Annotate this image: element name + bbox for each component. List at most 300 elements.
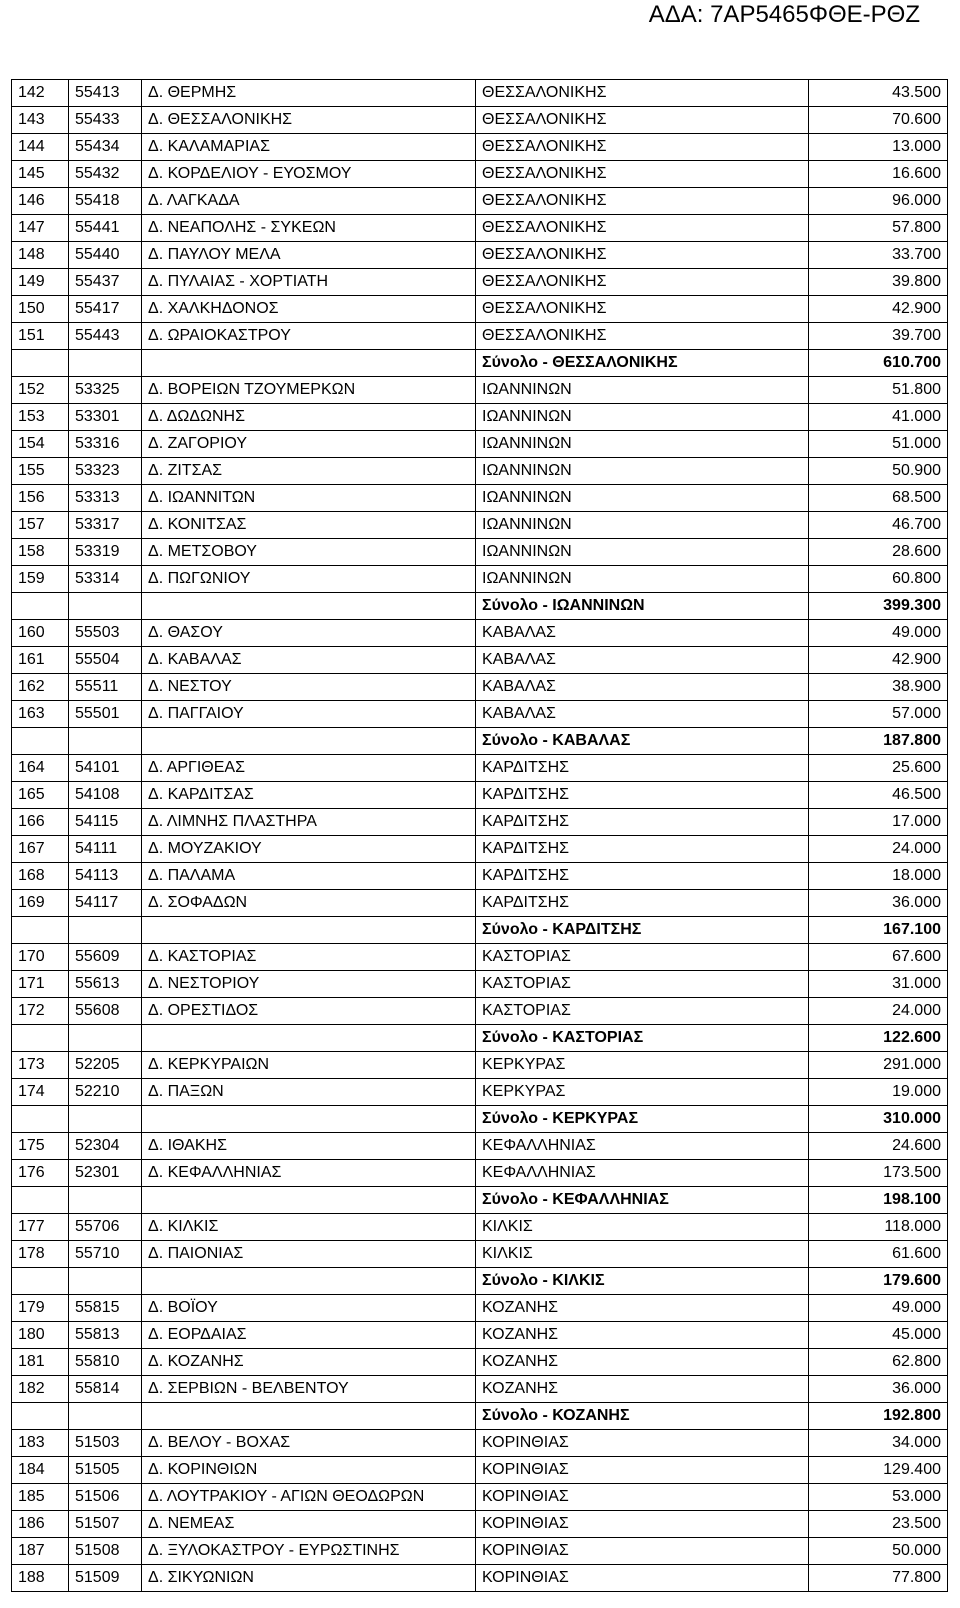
prefecture-cell: ΚΟΖΑΝΗΣ [476,1349,809,1376]
amount-cell: 36.000 [809,890,948,917]
total-label-cell: Σύνολο - ΚΑΡΔΙΤΣΗΣ [476,917,809,944]
table-row [12,458,948,485]
total-amount-cell: 198.100 [809,1187,948,1214]
table-row [12,890,948,917]
table-row [12,107,948,134]
row-number-cell: 156 [12,485,69,512]
prefecture-cell: ΘΕΣΣΑΛΟΝΙΚΗΣ [476,296,809,323]
table-row [12,647,948,674]
prefecture-cell: ΚΟΡΙΝΘΙΑΣ [476,1484,809,1511]
row-number-cell [12,1025,69,1052]
code-cell: 55810 [69,1349,142,1376]
total-row [12,728,948,755]
code-cell: 53316 [69,431,142,458]
amount-cell: 25.600 [809,755,948,782]
prefecture-cell: ΚΟΡΙΝΘΙΑΣ [476,1457,809,1484]
code-cell: 55813 [69,1322,142,1349]
code-cell [69,1187,142,1214]
code-cell: 55613 [69,971,142,998]
table-row [12,80,948,107]
code-cell: 52210 [69,1079,142,1106]
table-row [12,1565,948,1592]
municipality-cell: Δ. ΒΟΪΟΥ [142,1295,476,1322]
row-number-cell: 173 [12,1052,69,1079]
row-number-cell: 162 [12,674,69,701]
row-number-cell: 145 [12,161,69,188]
amount-cell: 46.700 [809,512,948,539]
row-number-cell [12,1403,69,1430]
row-number-cell: 152 [12,377,69,404]
municipality-cell: Δ. ΚΕΦΑΛΛΗΝΙΑΣ [142,1160,476,1187]
amount-cell: 46.500 [809,782,948,809]
prefecture-cell: ΚΟΡΙΝΘΙΑΣ [476,1565,809,1592]
prefecture-cell: ΚΑΡΔΙΤΣΗΣ [476,863,809,890]
code-cell: 55432 [69,161,142,188]
amount-cell: 16.600 [809,161,948,188]
row-number-cell: 151 [12,323,69,350]
municipality-cell [142,1106,476,1133]
municipality-cell: Δ. ΚΑΒΑΛΑΣ [142,647,476,674]
amount-cell: 24.000 [809,998,948,1025]
amount-cell: 62.800 [809,1349,948,1376]
row-number-cell: 160 [12,620,69,647]
ada-header: ΑΔΑ: 7ΑΡ5465ΦΘΕ-ΡΘΖ [648,1,920,28]
municipality-cell: Δ. ΠΑΞΩΝ [142,1079,476,1106]
row-number-cell: 148 [12,242,69,269]
prefecture-cell: ΘΕΣΣΑΛΟΝΙΚΗΣ [476,161,809,188]
municipality-cell: Δ. ΜΕΤΣΟΒΟΥ [142,539,476,566]
prefecture-cell: ΚΕΦΑΛΛΗΝΙΑΣ [476,1133,809,1160]
code-cell: 54113 [69,863,142,890]
row-number-cell: 147 [12,215,69,242]
row-number-cell [12,1106,69,1133]
row-number-cell: 176 [12,1160,69,1187]
municipality-cell: Δ. ΚΑΡΔΙΤΣΑΣ [142,782,476,809]
prefecture-cell: ΚΑΣΤΟΡΙΑΣ [476,998,809,1025]
amount-cell: 17.000 [809,809,948,836]
municipality-cell: Δ. ΖΑΓΟΡΙΟΥ [142,431,476,458]
code-cell: 55443 [69,323,142,350]
prefecture-cell: ΘΕΣΣΑΛΟΝΙΚΗΣ [476,323,809,350]
row-number-cell: 183 [12,1430,69,1457]
code-cell: 55511 [69,674,142,701]
total-row [12,1403,948,1430]
code-cell [69,1268,142,1295]
total-row [12,593,948,620]
amount-cell: 38.900 [809,674,948,701]
row-number-cell: 142 [12,80,69,107]
total-amount-cell: 192.800 [809,1403,948,1430]
prefecture-cell: ΚΑΡΔΙΤΣΗΣ [476,836,809,863]
table-row [12,836,948,863]
row-number-cell: 177 [12,1214,69,1241]
table-row [12,620,948,647]
code-cell: 53325 [69,377,142,404]
municipality-cell [142,593,476,620]
row-number-cell: 153 [12,404,69,431]
total-row [12,350,948,377]
code-cell: 55503 [69,620,142,647]
code-cell: 55710 [69,1241,142,1268]
row-number-cell: 182 [12,1376,69,1403]
code-cell: 53319 [69,539,142,566]
code-cell: 53301 [69,404,142,431]
amount-cell: 24.600 [809,1133,948,1160]
table-row [12,1214,948,1241]
code-cell: 51506 [69,1484,142,1511]
table-row [12,485,948,512]
row-number-cell: 154 [12,431,69,458]
table-row [12,215,948,242]
code-cell [69,1106,142,1133]
row-number-cell [12,350,69,377]
amount-cell: 51.800 [809,377,948,404]
total-amount-cell: 310.000 [809,1106,948,1133]
table-row [12,161,948,188]
prefecture-cell: ΚΟΡΙΝΘΙΑΣ [476,1430,809,1457]
table-row [12,296,948,323]
municipality-cell: Δ. ΞΥΛΟΚΑΣΤΡΟΥ - ΕΥΡΩΣΤΙΝΗΣ [142,1538,476,1565]
table-row [12,1376,948,1403]
amount-cell: 50.000 [809,1538,948,1565]
municipality-cell: Δ. ΧΑΛΚΗΔΟΝΟΣ [142,296,476,323]
table-row [12,755,948,782]
total-label-cell: Σύνολο - ΚΟΖΑΝΗΣ [476,1403,809,1430]
total-amount-cell: 187.800 [809,728,948,755]
municipality-cell: Δ. ΛΙΜΝΗΣ ΠΛΑΣΤΗΡΑ [142,809,476,836]
total-label-cell: Σύνολο - ΚΕΦΑΛΛΗΝΙΑΣ [476,1187,809,1214]
code-cell [69,1025,142,1052]
table-row [12,674,948,701]
total-label-cell: Σύνολο - ΙΩΑΝΝΙΝΩΝ [476,593,809,620]
amount-cell: 61.600 [809,1241,948,1268]
table-row [12,1295,948,1322]
table-row [12,134,948,161]
table-row [12,701,948,728]
table-row [12,971,948,998]
code-cell: 54108 [69,782,142,809]
code-cell [69,1403,142,1430]
table-row [12,782,948,809]
amount-cell: 39.700 [809,323,948,350]
prefecture-cell: ΙΩΑΝΝΙΝΩΝ [476,512,809,539]
prefecture-cell: ΘΕΣΣΑΛΟΝΙΚΗΣ [476,80,809,107]
code-cell: 51503 [69,1430,142,1457]
municipality-cell: Δ. ΘΕΣΣΑΛΟΝΙΚΗΣ [142,107,476,134]
table-row [12,863,948,890]
municipality-cell: Δ. ΠΑΙΟΝΙΑΣ [142,1241,476,1268]
row-number-cell: 165 [12,782,69,809]
amount-cell: 28.600 [809,539,948,566]
municipality-cell: Δ. ΒΕΛΟΥ - ΒΟΧΑΣ [142,1430,476,1457]
table-row [12,431,948,458]
code-cell: 55417 [69,296,142,323]
code-cell [69,350,142,377]
prefecture-cell: ΚΕΦΑΛΛΗΝΙΑΣ [476,1160,809,1187]
prefecture-cell: ΚΑΡΔΙΤΣΗΣ [476,782,809,809]
row-number-cell: 186 [12,1511,69,1538]
row-number-cell: 164 [12,755,69,782]
allocation-table [11,79,948,1592]
amount-cell: 18.000 [809,863,948,890]
total-row [12,1025,948,1052]
prefecture-cell: ΙΩΑΝΝΙΝΩΝ [476,566,809,593]
prefecture-cell: ΘΕΣΣΑΛΟΝΙΚΗΣ [476,242,809,269]
code-cell: 54101 [69,755,142,782]
table-row [12,1538,948,1565]
municipality-cell: Δ. ΚΕΡΚΥΡΑΙΩΝ [142,1052,476,1079]
amount-cell: 77.800 [809,1565,948,1592]
row-number-cell: 155 [12,458,69,485]
row-number-cell [12,1187,69,1214]
municipality-cell [142,1268,476,1295]
municipality-cell: Δ. ΠΩΓΩΝΙΟΥ [142,566,476,593]
prefecture-cell: ΚΑΒΑΛΑΣ [476,620,809,647]
amount-cell: 118.000 [809,1214,948,1241]
code-cell: 52301 [69,1160,142,1187]
table-row [12,944,948,971]
amount-cell: 42.900 [809,296,948,323]
table-row [12,404,948,431]
row-number-cell [12,917,69,944]
amount-cell: 291.000 [809,1052,948,1079]
code-cell: 55706 [69,1214,142,1241]
row-number-cell: 144 [12,134,69,161]
municipality-cell: Δ. ΑΡΓΙΘΕΑΣ [142,755,476,782]
amount-cell: 42.900 [809,647,948,674]
municipality-cell: Δ. ΝΕΑΠΟΛΗΣ - ΣΥΚΕΩΝ [142,215,476,242]
code-cell: 53323 [69,458,142,485]
table-row [12,1322,948,1349]
row-number-cell: 163 [12,701,69,728]
code-cell: 53317 [69,512,142,539]
municipality-cell: Δ. ΠΑΓΓΑΙΟΥ [142,701,476,728]
table-row [12,377,948,404]
row-number-cell: 146 [12,188,69,215]
row-number-cell: 179 [12,1295,69,1322]
table-row [12,1511,948,1538]
amount-cell: 33.700 [809,242,948,269]
code-cell: 54111 [69,836,142,863]
prefecture-cell: ΚΕΡΚΥΡΑΣ [476,1052,809,1079]
prefecture-cell: ΚΑΡΔΙΤΣΗΣ [476,809,809,836]
code-cell: 51509 [69,1565,142,1592]
prefecture-cell: ΚΕΡΚΥΡΑΣ [476,1079,809,1106]
code-cell: 55440 [69,242,142,269]
row-number-cell: 169 [12,890,69,917]
code-cell: 55815 [69,1295,142,1322]
row-number-cell: 159 [12,566,69,593]
row-number-cell: 166 [12,809,69,836]
table-row [12,269,948,296]
table-row [12,1052,948,1079]
prefecture-cell: ΚΑΒΑΛΑΣ [476,647,809,674]
prefecture-cell: ΙΩΑΝΝΙΝΩΝ [476,485,809,512]
row-number-cell: 180 [12,1322,69,1349]
municipality-cell: Δ. ΘΑΣΟΥ [142,620,476,647]
code-cell: 53314 [69,566,142,593]
prefecture-cell: ΚΑΣΤΟΡΙΑΣ [476,971,809,998]
code-cell: 54117 [69,890,142,917]
municipality-cell: Δ. ΟΡΕΣΤΙΔΟΣ [142,998,476,1025]
row-number-cell: 181 [12,1349,69,1376]
table-row [12,566,948,593]
prefecture-cell: ΘΕΣΣΑΛΟΝΙΚΗΣ [476,134,809,161]
prefecture-cell: ΙΩΑΝΝΙΝΩΝ [476,431,809,458]
municipality-cell: Δ. ΕΟΡΔΑΙΑΣ [142,1322,476,1349]
prefecture-cell: ΚΑΣΤΟΡΙΑΣ [476,944,809,971]
municipality-cell: Δ. ΚΙΛΚΙΣ [142,1214,476,1241]
code-cell: 55609 [69,944,142,971]
table-row [12,242,948,269]
row-number-cell [12,593,69,620]
row-number-cell: 175 [12,1133,69,1160]
amount-cell: 19.000 [809,1079,948,1106]
code-cell: 55418 [69,188,142,215]
prefecture-cell: ΚΙΛΚΙΣ [476,1214,809,1241]
code-cell: 55441 [69,215,142,242]
row-number-cell [12,728,69,755]
prefecture-cell: ΙΩΑΝΝΙΝΩΝ [476,458,809,485]
code-cell: 55501 [69,701,142,728]
table-row [12,1349,948,1376]
prefecture-cell: ΚΑΡΔΙΤΣΗΣ [476,890,809,917]
total-row [12,1268,948,1295]
municipality-cell: Δ. ΚΑΛΑΜΑΡΙΑΣ [142,134,476,161]
prefecture-cell: ΚΑΒΑΛΑΣ [476,701,809,728]
municipality-cell: Δ. ΣΟΦΑΔΩΝ [142,890,476,917]
row-number-cell: 184 [12,1457,69,1484]
row-number-cell [12,1268,69,1295]
amount-cell: 57.000 [809,701,948,728]
code-cell: 55437 [69,269,142,296]
prefecture-cell: ΙΩΑΝΝΙΝΩΝ [476,377,809,404]
municipality-cell: Δ. ΠΥΛΑΙΑΣ - ΧΟΡΤΙΑΤΗ [142,269,476,296]
code-cell: 55413 [69,80,142,107]
amount-cell: 36.000 [809,1376,948,1403]
row-number-cell: 185 [12,1484,69,1511]
table-row [12,1160,948,1187]
row-number-cell: 167 [12,836,69,863]
prefecture-cell: ΚΑΡΔΙΤΣΗΣ [476,755,809,782]
code-cell [69,593,142,620]
municipality-cell: Δ. ΣΕΡΒΙΩΝ - ΒΕΛΒΕΝΤΟΥ [142,1376,476,1403]
total-amount-cell: 399.300 [809,593,948,620]
prefecture-cell: ΘΕΣΣΑΛΟΝΙΚΗΣ [476,188,809,215]
municipality-cell [142,1025,476,1052]
row-number-cell: 143 [12,107,69,134]
total-amount-cell: 122.600 [809,1025,948,1052]
prefecture-cell: ΙΩΑΝΝΙΝΩΝ [476,539,809,566]
municipality-cell: Δ. ΠΑΥΛΟΥ ΜΕΛΑ [142,242,476,269]
municipality-cell: Δ. ΣΙΚΥΩΝΙΩΝ [142,1565,476,1592]
municipality-cell: Δ. ΒΟΡΕΙΩΝ ΤΖΟΥΜΕΡΚΩΝ [142,377,476,404]
prefecture-cell: ΚΟΖΑΝΗΣ [476,1295,809,1322]
row-number-cell: 149 [12,269,69,296]
amount-cell: 129.400 [809,1457,948,1484]
prefecture-cell: ΚΟΖΑΝΗΣ [476,1376,809,1403]
amount-cell: 24.000 [809,836,948,863]
municipality-cell: Δ. ΙΩΑΝΝΙΤΩΝ [142,485,476,512]
code-cell: 52304 [69,1133,142,1160]
total-label-cell: Σύνολο - ΚΙΛΚΙΣ [476,1268,809,1295]
table-row [12,809,948,836]
prefecture-cell: ΚΟΡΙΝΘΙΑΣ [476,1538,809,1565]
code-cell: 53313 [69,485,142,512]
amount-cell: 39.800 [809,269,948,296]
table-body [12,80,948,1592]
code-cell: 51505 [69,1457,142,1484]
amount-cell: 13.000 [809,134,948,161]
table-row [12,512,948,539]
municipality-cell: Δ. ΔΩΔΩΝΗΣ [142,404,476,431]
prefecture-cell: ΚΟΡΙΝΘΙΑΣ [476,1511,809,1538]
amount-cell: 173.500 [809,1160,948,1187]
code-cell: 55608 [69,998,142,1025]
municipality-cell [142,917,476,944]
row-number-cell: 172 [12,998,69,1025]
amount-cell: 23.500 [809,1511,948,1538]
municipality-cell: Δ. ΜΟΥΖΑΚΙΟΥ [142,836,476,863]
prefecture-cell: ΚΟΖΑΝΗΣ [476,1322,809,1349]
municipality-cell: Δ. ΙΘΑΚΗΣ [142,1133,476,1160]
total-amount-cell: 167.100 [809,917,948,944]
total-row [12,917,948,944]
municipality-cell: Δ. ΚΟΖΑΝΗΣ [142,1349,476,1376]
prefecture-cell: ΚΙΛΚΙΣ [476,1241,809,1268]
amount-cell: 96.000 [809,188,948,215]
amount-cell: 57.800 [809,215,948,242]
municipality-cell: Δ. ΛΟΥΤΡΑΚΙΟΥ - ΑΓΙΩΝ ΘΕΟΔΩΡΩΝ [142,1484,476,1511]
prefecture-cell: ΘΕΣΣΑΛΟΝΙΚΗΣ [476,107,809,134]
code-cell: 55433 [69,107,142,134]
table-row [12,323,948,350]
municipality-cell [142,728,476,755]
municipality-cell: Δ. ΩΡΑΙΟΚΑΣΤΡΟΥ [142,323,476,350]
amount-cell: 68.500 [809,485,948,512]
amount-cell: 34.000 [809,1430,948,1457]
amount-cell: 53.000 [809,1484,948,1511]
row-number-cell: 168 [12,863,69,890]
row-number-cell: 170 [12,944,69,971]
municipality-cell: Δ. ΚΟΡΙΝΘΙΩΝ [142,1457,476,1484]
code-cell: 55814 [69,1376,142,1403]
total-label-cell: Σύνολο - ΚΕΡΚΥΡΑΣ [476,1106,809,1133]
amount-cell: 49.000 [809,1295,948,1322]
table-row [12,1457,948,1484]
code-cell: 51507 [69,1511,142,1538]
municipality-cell: Δ. ΠΑΛΑΜΑ [142,863,476,890]
row-number-cell: 157 [12,512,69,539]
amount-cell: 43.500 [809,80,948,107]
code-cell: 55504 [69,647,142,674]
row-number-cell: 174 [12,1079,69,1106]
table-row [12,188,948,215]
prefecture-cell: ΘΕΣΣΑΛΟΝΙΚΗΣ [476,269,809,296]
municipality-cell: Δ. ΚΑΣΤΟΡΙΑΣ [142,944,476,971]
municipality-cell: Δ. ΝΕΣΤΟΡΙΟΥ [142,971,476,998]
row-number-cell: 187 [12,1538,69,1565]
amount-cell: 60.800 [809,566,948,593]
row-number-cell: 188 [12,1565,69,1592]
municipality-cell: Δ. ΘΕΡΜΗΣ [142,80,476,107]
municipality-cell [142,1403,476,1430]
total-row [12,1187,948,1214]
amount-cell: 67.600 [809,944,948,971]
amount-cell: 31.000 [809,971,948,998]
prefecture-cell: ΚΑΒΑΛΑΣ [476,674,809,701]
municipality-cell: Δ. ΝΕΜΕΑΣ [142,1511,476,1538]
